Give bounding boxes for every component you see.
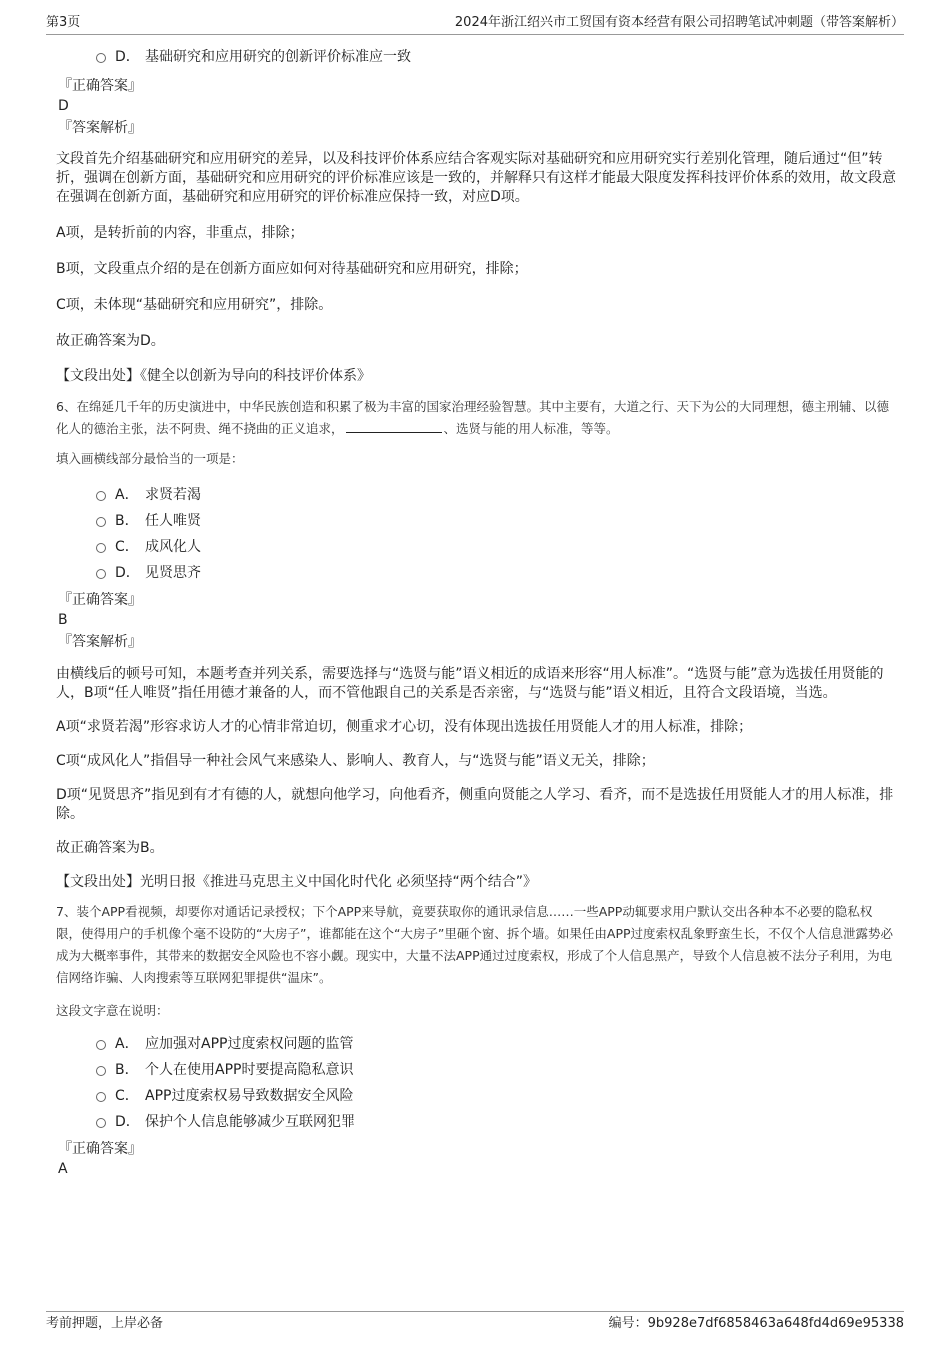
analysis-label: 『答案解析』 xyxy=(58,120,142,136)
q7-option-b[interactable] xyxy=(56,1057,896,1083)
option-text: 见贤思齐 xyxy=(145,565,201,581)
option-letter: A． xyxy=(115,487,139,503)
q6-option-d[interactable] xyxy=(56,560,896,586)
answer-label: 『正确答案』 xyxy=(58,1141,142,1157)
source-citation: 【文段出处】光明日报《推进马克思主义中国化时代化 必须坚持“两个结合”》 xyxy=(56,874,537,890)
option-letter: D． xyxy=(115,1114,140,1130)
q6-option-a[interactable] xyxy=(56,482,896,508)
answer-label: 『正确答案』 xyxy=(58,592,142,608)
q7-option-a[interactable] xyxy=(56,1031,896,1057)
radio-icon[interactable] xyxy=(96,1092,106,1102)
analysis-paragraph: 由横线后的顿号可知，本题考查并列关系，需要选择与“选贤与能”语义相近的成语来形容“用人标准”。“选贤与能”意为选拔任用贤能的人，B项“任人唯贤”指任用德才兼备的人，而不管他跟自己的关系是否亲密，与“选贤与能”语义相近，且符合文段语境，当选。 xyxy=(56,666,884,701)
page-number: 第3页 xyxy=(46,15,81,30)
answer-value: D xyxy=(58,98,69,114)
option-text: 任人唯贤 xyxy=(145,513,201,529)
option-letter: A． xyxy=(115,1036,139,1052)
answer-value: A xyxy=(58,1161,68,1177)
option-text: 成风化人 xyxy=(145,539,201,555)
radio-icon[interactable] xyxy=(96,491,106,501)
document-body xyxy=(56,44,896,1179)
analysis-paragraph: 故正确答案为D。 xyxy=(56,333,165,349)
option-letter: D． xyxy=(115,49,140,65)
q5-option-d[interactable] xyxy=(56,44,896,70)
radio-icon[interactable] xyxy=(96,543,106,553)
analysis-paragraph: C项“成风化人”指倡导一种社会风气来感染人、影响人、教育人，与“选贤与能”语义无关，排除； xyxy=(56,753,655,769)
analysis-paragraph: D项“见贤思齐”指见到有才有德的人，就想向他学习，向他看齐，侧重向贤能之人学习、看齐，而不是选拔任用贤能人才的用人标准，排除。 xyxy=(56,787,894,822)
footer-slogan: 考前押题，上岸必备 xyxy=(46,1316,164,1331)
answer-value: B xyxy=(58,612,68,628)
option-letter: C． xyxy=(115,1088,139,1104)
answer-label: 『正确答案』 xyxy=(58,78,142,94)
analysis-paragraph: C项，未体现“基础研究和应用研究”，排除。 xyxy=(56,297,333,313)
radio-icon[interactable] xyxy=(96,517,106,527)
radio-icon[interactable] xyxy=(96,1118,106,1128)
option-text: 基础研究和应用研究的创新评价标准应一致 xyxy=(145,49,411,65)
radio-icon[interactable] xyxy=(96,1066,106,1076)
option-text: 应加强对APP过度索权问题的监管 xyxy=(145,1036,354,1052)
q7-option-c[interactable] xyxy=(56,1083,896,1109)
radio-icon[interactable] xyxy=(96,1040,106,1050)
q6-option-c[interactable] xyxy=(56,534,896,560)
option-text: 个人在使用APP时要提高隐私意识 xyxy=(145,1062,354,1078)
option-text: 求贤若渴 xyxy=(145,487,201,503)
analysis-paragraph: A项“求贤若渴”形容求访人才的心情非常迫切，侧重求才心切，没有体现出选拔任用贤能人才的用人标准，排除； xyxy=(56,719,753,735)
document-id: 编号：9b928e7df6858463a648fd4d69e95338 xyxy=(608,1316,904,1331)
option-letter: B． xyxy=(115,1062,139,1078)
question-stem: 6、在绵延几千年的历史演进中，中华民族创造和积累了极为丰富的国家治理经验智慧。其中主要有，大道之行、天下为公的大同理想，德主刑辅、以德化人的德治主张，法不阿贵、绳不挠曲的正义追求， 、选贤与能的用人标准，等等。 xyxy=(56,399,889,436)
question-prompt: 填入画横线部分最恰当的一项是： xyxy=(56,451,244,466)
radio-icon[interactable] xyxy=(96,53,106,63)
page-header xyxy=(46,14,904,35)
option-text: 保护个人信息能够减少互联网犯罪 xyxy=(145,1114,355,1130)
radio-icon[interactable] xyxy=(96,569,106,579)
question-prompt: 这段文字意在说明： xyxy=(56,1003,169,1018)
q6-option-b[interactable] xyxy=(56,508,896,534)
option-letter: D． xyxy=(115,565,140,581)
fill-blank xyxy=(346,420,442,433)
option-letter: B． xyxy=(115,513,139,529)
analysis-paragraph: A项，是转折前的内容，非重点，排除； xyxy=(56,225,304,241)
option-letter: C． xyxy=(115,539,139,555)
q7-option-d[interactable] xyxy=(56,1109,896,1135)
document-title: 2024年浙江绍兴市工贸国有资本经营有限公司招聘笔试冲刺题（带答案解析） xyxy=(454,15,904,30)
analysis-label: 『答案解析』 xyxy=(58,634,142,650)
analysis-paragraph: 故正确答案为B。 xyxy=(56,840,164,856)
analysis-paragraph: B项，文段重点介绍的是在创新方面应如何对待基础研究和应用研究，排除； xyxy=(56,261,528,277)
question-stem: 7、装个APP看视频，却要你对通话记录授权；下个APP来导航，竟要获取你的通讯录信息……一些APP动辄要求用户默认交出各种本不必要的隐私权限，使得用户的手机像个毫不设防的“大房子”，谁都能在这个“大房子”里砸个窗、拆个墙。如果任由APP过度索权乱象野蛮生长，不仅个人信息泄露势必成为大概率事件，其带来的数据安全风险也不容小觑。现实中，大量不法APP通过过度索权，形成了个人信息黑产，导致个人信息被不法分子利用，为电信网络诈骗、人肉搜索等互联网犯罪提供“温床”。 xyxy=(56,904,894,985)
source-citation: 【文段出处】《健全以创新为导向的科技评价体系》 xyxy=(56,368,371,384)
analysis-paragraph: 文段首先介绍基础研究和应用研究的差异，以及科技评价体系应结合客观实际对基础研究和应用研究实行差别化管理，随后通过“但”转折，强调在创新方面，基础研究和应用研究的评价标准应该是一致的，并解释只有这样才能最大限度发挥科技评价体系的效用，故文段意在强调在创新方面，基础研究和应用研究的评价标准应保持一致，对应D项。 xyxy=(56,151,896,205)
option-text: APP过度索权易导致数据安全风险 xyxy=(145,1088,354,1104)
page-footer xyxy=(46,1311,904,1338)
